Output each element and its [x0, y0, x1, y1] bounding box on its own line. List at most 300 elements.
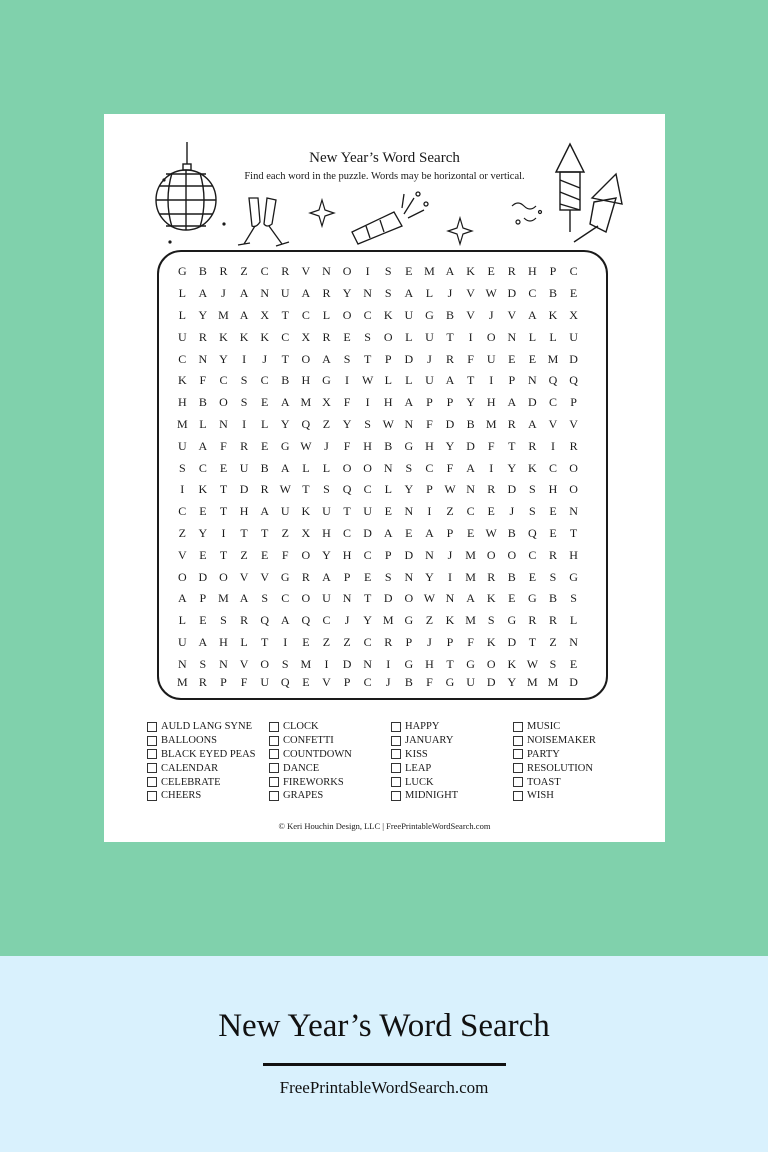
grid-letter[interactable]: R: [322, 329, 331, 344]
grid-letter[interactable]: K: [486, 634, 496, 649]
grid-letter[interactable]: W: [279, 482, 291, 497]
grid-letter[interactable]: M: [547, 351, 559, 366]
grid-letter[interactable]: D: [342, 656, 352, 671]
grid-letter[interactable]: M: [465, 569, 476, 584]
grid-letter[interactable]: U: [404, 307, 414, 322]
grid-letter[interactable]: M: [300, 395, 312, 410]
grid-letter[interactable]: U: [280, 504, 290, 519]
grid-letter[interactable]: R: [301, 569, 310, 584]
grid-letter[interactable]: P: [343, 569, 351, 584]
grid-letter[interactable]: R: [487, 569, 496, 584]
grid-letter[interactable]: U: [177, 438, 187, 453]
grid-letter[interactable]: C: [363, 634, 372, 649]
grid-letter[interactable]: H: [219, 634, 228, 649]
grid-letter[interactable]: F: [220, 438, 227, 453]
grid-letter[interactable]: B: [466, 416, 475, 431]
grid-letter[interactable]: G: [280, 569, 290, 584]
grid-letter[interactable]: R: [548, 547, 557, 562]
grid-letter[interactable]: M: [547, 675, 559, 690]
grid-letter[interactable]: O: [342, 307, 352, 322]
grid-letter[interactable]: S: [364, 329, 371, 344]
grid-letter[interactable]: D: [198, 569, 208, 584]
grid-letter[interactable]: I: [324, 656, 329, 671]
grid-letter[interactable]: V: [507, 307, 517, 322]
grid-letter[interactable]: N: [404, 504, 414, 519]
grid-letter[interactable]: G: [569, 569, 578, 584]
grid-letter[interactable]: H: [363, 438, 372, 453]
grid-letter[interactable]: V: [548, 416, 558, 431]
grid-letter[interactable]: M: [382, 613, 394, 628]
grid-letter[interactable]: H: [322, 525, 331, 540]
grid-letter[interactable]: H: [239, 504, 249, 519]
grid-letter[interactable]: F: [446, 460, 454, 475]
grid-letter[interactable]: S: [549, 569, 557, 584]
grid-letter[interactable]: I: [283, 634, 288, 649]
grid-letter[interactable]: O: [301, 591, 311, 606]
grid-letter[interactable]: A: [425, 525, 434, 540]
checkbox-icon[interactable]: [391, 763, 401, 773]
grid-letter[interactable]: P: [384, 351, 392, 366]
grid-letter[interactable]: D: [507, 286, 517, 301]
grid-letter[interactable]: V: [260, 569, 269, 584]
grid-letter[interactable]: W: [300, 438, 312, 453]
grid-letter[interactable]: E: [528, 351, 537, 366]
grid-letter[interactable]: I: [345, 373, 350, 388]
word-item[interactable]: LUCK: [391, 775, 513, 789]
grid-letter[interactable]: F: [199, 373, 207, 388]
grid-letter[interactable]: S: [384, 264, 392, 279]
grid-letter[interactable]: A: [177, 591, 187, 606]
grid-letter[interactable]: M: [485, 416, 497, 431]
grid-letter[interactable]: Y: [198, 525, 208, 540]
grid-letter[interactable]: E: [508, 591, 516, 606]
grid-letter[interactable]: M: [465, 547, 476, 562]
grid-letter[interactable]: N: [198, 351, 208, 366]
grid-letter[interactable]: C: [260, 373, 269, 388]
grid-letter[interactable]: B: [404, 675, 413, 690]
grid-letter[interactable]: I: [468, 329, 473, 344]
grid-letter[interactable]: R: [322, 286, 331, 301]
word-item[interactable]: AULD LANG SYNE: [147, 720, 269, 734]
grid-letter[interactable]: Y: [425, 569, 434, 584]
grid-letter[interactable]: R: [528, 613, 537, 628]
grid-letter[interactable]: E: [569, 656, 578, 671]
grid-letter[interactable]: X: [260, 307, 269, 322]
grid-letter[interactable]: W: [382, 416, 394, 431]
grid-letter[interactable]: E: [405, 264, 413, 279]
grid-letter[interactable]: N: [507, 329, 517, 344]
grid-letter[interactable]: F: [240, 675, 248, 690]
grid-letter[interactable]: J: [447, 547, 453, 562]
grid-letter[interactable]: W: [485, 525, 497, 540]
grid-letter[interactable]: A: [280, 395, 290, 410]
grid-letter[interactable]: T: [261, 634, 269, 649]
grid-letter[interactable]: A: [466, 460, 475, 475]
grid-letter[interactable]: Z: [322, 634, 331, 649]
grid-letter[interactable]: G: [280, 438, 290, 453]
grid-letter[interactable]: D: [528, 395, 537, 410]
grid-letter[interactable]: D: [363, 525, 372, 540]
grid-letter[interactable]: Z: [240, 547, 248, 562]
grid-letter[interactable]: N: [569, 634, 578, 649]
grid-letter[interactable]: S: [364, 416, 371, 431]
checkbox-icon[interactable]: [391, 736, 401, 746]
grid-letter[interactable]: O: [404, 591, 414, 606]
grid-letter[interactable]: D: [486, 675, 496, 690]
grid-letter[interactable]: M: [527, 675, 538, 690]
grid-letter[interactable]: K: [198, 482, 208, 497]
word-item[interactable]: TOAST: [513, 775, 635, 789]
grid-letter[interactable]: K: [486, 591, 496, 606]
grid-letter[interactable]: D: [445, 416, 455, 431]
grid-letter[interactable]: H: [301, 373, 311, 388]
grid-letter[interactable]: A: [383, 525, 393, 540]
grid-letter[interactable]: L: [569, 613, 578, 628]
grid-letter[interactable]: H: [569, 547, 578, 562]
grid-letter[interactable]: G: [528, 591, 537, 606]
grid-letter[interactable]: B: [548, 591, 557, 606]
grid-letter[interactable]: B: [446, 307, 455, 322]
grid-letter[interactable]: R: [446, 351, 455, 366]
grid-letter[interactable]: E: [261, 438, 269, 453]
grid-letter[interactable]: I: [180, 482, 185, 497]
grid-letter[interactable]: S: [240, 395, 248, 410]
grid-letter[interactable]: S: [384, 286, 392, 301]
checkbox-icon[interactable]: [147, 763, 157, 773]
grid-letter[interactable]: T: [281, 351, 289, 366]
grid-letter[interactable]: N: [219, 416, 228, 431]
grid-letter[interactable]: S: [343, 351, 351, 366]
grid-letter[interactable]: E: [199, 547, 207, 562]
grid-letter[interactable]: T: [363, 591, 372, 606]
grid-letter[interactable]: N: [425, 547, 434, 562]
grid-letter[interactable]: L: [528, 329, 537, 344]
grid-letter[interactable]: I: [365, 395, 370, 410]
grid-letter[interactable]: A: [239, 591, 249, 606]
grid-letter[interactable]: B: [507, 525, 516, 540]
grid-letter[interactable]: E: [508, 351, 516, 366]
grid-letter[interactable]: T: [219, 504, 228, 519]
word-item[interactable]: MUSIC: [513, 720, 635, 734]
grid-letter[interactable]: I: [489, 460, 494, 475]
word-item[interactable]: CHEERS: [147, 789, 269, 803]
grid-letter[interactable]: V: [322, 675, 331, 690]
grid-letter[interactable]: N: [177, 656, 187, 671]
checkbox-icon[interactable]: [147, 749, 157, 759]
grid-letter[interactable]: E: [219, 460, 228, 475]
grid-letter[interactable]: R: [507, 416, 516, 431]
grid-letter[interactable]: Q: [569, 373, 578, 388]
word-item[interactable]: HAPPY: [391, 720, 513, 734]
grid-letter[interactable]: C: [178, 351, 187, 366]
grid-letter[interactable]: Q: [548, 373, 558, 388]
grid-letter[interactable]: U: [569, 329, 578, 344]
grid-letter[interactable]: G: [445, 675, 455, 690]
checkbox-icon[interactable]: [269, 791, 279, 801]
grid-letter[interactable]: A: [445, 264, 455, 279]
grid-letter[interactable]: E: [363, 569, 372, 584]
grid-letter[interactable]: D: [569, 351, 578, 366]
grid-letter[interactable]: H: [425, 656, 434, 671]
grid-letter[interactable]: B: [384, 438, 393, 453]
grid-letter[interactable]: C: [548, 460, 557, 475]
grid-letter[interactable]: T: [302, 482, 310, 497]
word-item[interactable]: KISS: [391, 748, 513, 762]
grid-letter[interactable]: N: [528, 373, 537, 388]
grid-letter[interactable]: U: [466, 675, 475, 690]
grid-letter[interactable]: M: [218, 307, 229, 322]
grid-letter[interactable]: C: [466, 504, 475, 519]
grid-letter[interactable]: E: [384, 504, 392, 519]
grid-letter[interactable]: E: [549, 504, 557, 519]
grid-letter[interactable]: O: [486, 329, 496, 344]
grid-letter[interactable]: E: [466, 525, 475, 540]
grid-letter[interactable]: F: [426, 675, 433, 690]
grid-letter[interactable]: P: [199, 591, 207, 606]
grid-letter[interactable]: G: [507, 613, 517, 628]
grid-letter[interactable]: H: [383, 395, 393, 410]
grid-letter[interactable]: T: [446, 329, 454, 344]
grid-letter[interactable]: A: [198, 286, 208, 301]
grid-letter[interactable]: P: [220, 675, 227, 690]
grid-letter[interactable]: A: [198, 634, 208, 649]
grid-letter[interactable]: L: [240, 634, 248, 649]
grid-letter[interactable]: L: [549, 329, 557, 344]
grid-letter[interactable]: S: [384, 569, 392, 584]
grid-letter[interactable]: A: [466, 591, 475, 606]
grid-letter[interactable]: P: [446, 634, 454, 649]
grid-letter[interactable]: P: [405, 634, 413, 649]
grid-letter[interactable]: N: [363, 656, 372, 671]
grid-letter[interactable]: F: [467, 351, 474, 366]
grid-letter[interactable]: T: [343, 504, 351, 519]
grid-letter[interactable]: W: [423, 591, 436, 606]
grid-letter[interactable]: I: [242, 351, 247, 366]
grid-letter[interactable]: Y: [219, 351, 228, 366]
grid-letter[interactable]: G: [404, 613, 414, 628]
grid-letter[interactable]: J: [385, 675, 391, 690]
grid-letter[interactable]: C: [322, 613, 331, 628]
grid-letter[interactable]: A: [239, 286, 249, 301]
grid-letter[interactable]: S: [261, 591, 269, 606]
checkbox-icon[interactable]: [269, 736, 279, 746]
grid-letter[interactable]: Z: [281, 525, 289, 540]
grid-letter[interactable]: I: [427, 504, 432, 519]
grid-letter[interactable]: K: [548, 307, 558, 322]
grid-letter[interactable]: Q: [342, 482, 352, 497]
grid-letter[interactable]: Q: [528, 525, 537, 540]
grid-letter[interactable]: O: [507, 547, 517, 562]
checkbox-icon[interactable]: [391, 722, 401, 732]
grid-letter[interactable]: H: [425, 438, 434, 453]
grid-letter[interactable]: V: [177, 547, 187, 562]
grid-letter[interactable]: U: [177, 329, 187, 344]
grid-letter[interactable]: R: [548, 613, 557, 628]
grid-letter[interactable]: P: [446, 525, 454, 540]
grid-letter[interactable]: T: [219, 547, 228, 562]
grid-letter[interactable]: Q: [260, 613, 269, 628]
grid-letter[interactable]: A: [322, 351, 331, 366]
grid-letter[interactable]: P: [446, 395, 454, 410]
grid-letter[interactable]: E: [199, 504, 207, 519]
grid-letter[interactable]: S: [570, 591, 577, 606]
grid-letter[interactable]: L: [199, 416, 207, 431]
grid-letter[interactable]: J: [427, 351, 432, 366]
grid-letter[interactable]: E: [569, 286, 578, 301]
grid-letter[interactable]: J: [509, 504, 515, 519]
grid-letter[interactable]: S: [240, 373, 248, 388]
grid-letter[interactable]: F: [343, 438, 351, 453]
grid-letter[interactable]: C: [281, 329, 290, 344]
grid-letter[interactable]: A: [322, 569, 331, 584]
word-item[interactable]: CONFETTI: [269, 734, 391, 748]
grid-letter[interactable]: P: [570, 395, 577, 410]
grid-letter[interactable]: K: [507, 656, 517, 671]
grid-letter[interactable]: J: [447, 286, 453, 301]
grid-letter[interactable]: K: [383, 307, 393, 322]
grid-letter[interactable]: G: [177, 264, 187, 279]
grid-letter[interactable]: G: [425, 307, 434, 322]
grid-letter[interactable]: A: [528, 416, 537, 431]
grid-letter[interactable]: J: [324, 438, 329, 453]
grid-letter[interactable]: A: [507, 395, 517, 410]
checkbox-icon[interactable]: [513, 777, 523, 787]
grid-letter[interactable]: R: [507, 264, 516, 279]
grid-letter[interactable]: I: [242, 416, 247, 431]
checkbox-icon[interactable]: [391, 749, 401, 759]
grid-letter[interactable]: E: [405, 525, 413, 540]
checkbox-icon[interactable]: [513, 736, 523, 746]
grid-letter[interactable]: O: [219, 395, 228, 410]
grid-letter[interactable]: L: [178, 613, 186, 628]
grid-letter[interactable]: V: [466, 286, 475, 301]
grid-letter[interactable]: C: [301, 307, 310, 322]
grid-letter[interactable]: P: [508, 373, 516, 388]
grid-letter[interactable]: T: [569, 525, 578, 540]
grid-letter[interactable]: K: [219, 329, 228, 344]
grid-letter[interactable]: Z: [425, 613, 434, 628]
grid-letter[interactable]: L: [302, 460, 310, 475]
grid-letter[interactable]: P: [343, 675, 351, 690]
grid-letter[interactable]: U: [239, 460, 249, 475]
grid-letter[interactable]: I: [221, 525, 226, 540]
grid-letter[interactable]: V: [569, 416, 578, 431]
grid-letter[interactable]: J: [344, 613, 350, 628]
grid-letter[interactable]: N: [569, 504, 578, 519]
grid-letter[interactable]: G: [404, 438, 414, 453]
grid-letter[interactable]: H: [548, 482, 558, 497]
word-item[interactable]: CELEBRATE: [147, 775, 269, 789]
grid-letter[interactable]: E: [261, 547, 269, 562]
checkbox-icon[interactable]: [147, 791, 157, 801]
grid-letter[interactable]: N: [322, 264, 331, 279]
grid-letter[interactable]: D: [507, 634, 517, 649]
grid-letter[interactable]: F: [467, 634, 474, 649]
grid-letter[interactable]: R: [384, 634, 393, 649]
grid-letter[interactable]: K: [239, 329, 249, 344]
grid-letter[interactable]: Y: [280, 416, 290, 431]
grid-letter[interactable]: T: [528, 634, 537, 649]
grid-letter[interactable]: R: [198, 329, 207, 344]
grid-letter[interactable]: N: [404, 569, 414, 584]
word-item[interactable]: CLOCK: [269, 720, 391, 734]
grid-letter[interactable]: S: [199, 656, 207, 671]
grid-letter[interactable]: L: [178, 286, 186, 301]
grid-letter[interactable]: U: [425, 373, 434, 388]
grid-letter[interactable]: D: [239, 482, 249, 497]
grid-letter[interactable]: Q: [280, 675, 290, 690]
grid-letter[interactable]: N: [404, 416, 414, 431]
grid-letter[interactable]: W: [361, 373, 374, 388]
grid-letter[interactable]: R: [528, 438, 537, 453]
checkbox-icon[interactable]: [513, 763, 523, 773]
grid-letter[interactable]: O: [486, 656, 496, 671]
grid-letter[interactable]: Z: [240, 264, 248, 279]
grid-letter[interactable]: D: [569, 675, 578, 690]
checkbox-icon[interactable]: [391, 777, 401, 787]
grid-letter[interactable]: B: [281, 373, 290, 388]
grid-letter[interactable]: F: [343, 395, 351, 410]
checkbox-icon[interactable]: [391, 791, 401, 801]
grid-letter[interactable]: Y: [466, 395, 475, 410]
grid-letter[interactable]: N: [383, 460, 393, 475]
grid-letter[interactable]: B: [198, 395, 207, 410]
grid-letter[interactable]: N: [219, 656, 228, 671]
grid-letter[interactable]: V: [301, 264, 311, 279]
grid-letter[interactable]: T: [363, 351, 372, 366]
grid-letter[interactable]: P: [426, 482, 433, 497]
grid-letter[interactable]: Z: [446, 504, 454, 519]
grid-letter[interactable]: S: [529, 482, 536, 497]
grid-letter[interactable]: A: [528, 307, 537, 322]
grid-letter[interactable]: V: [239, 656, 249, 671]
grid-letter[interactable]: B: [507, 569, 516, 584]
grid-letter[interactable]: C: [363, 482, 372, 497]
grid-letter[interactable]: D: [507, 482, 517, 497]
grid-letter[interactable]: E: [528, 569, 537, 584]
grid-letter[interactable]: T: [281, 307, 289, 322]
checkbox-icon[interactable]: [269, 749, 279, 759]
word-item[interactable]: CALENDAR: [147, 761, 269, 775]
grid-letter[interactable]: H: [177, 395, 187, 410]
grid-letter[interactable]: Y: [198, 307, 208, 322]
grid-letter[interactable]: R: [569, 438, 578, 453]
grid-letter[interactable]: C: [219, 373, 228, 388]
word-item[interactable]: WISH: [513, 789, 635, 803]
grid-letter[interactable]: O: [219, 569, 228, 584]
grid-letter[interactable]: M: [176, 416, 188, 431]
grid-letter[interactable]: C: [363, 307, 372, 322]
grid-letter[interactable]: V: [466, 307, 475, 322]
grid-letter[interactable]: I: [386, 656, 391, 671]
grid-letter[interactable]: F: [281, 547, 289, 562]
grid-letter[interactable]: S: [323, 482, 330, 497]
grid-letter[interactable]: O: [569, 482, 578, 497]
grid-letter[interactable]: B: [198, 264, 207, 279]
grid-letter[interactable]: A: [239, 307, 249, 322]
grid-letter[interactable]: A: [260, 504, 269, 519]
grid-letter[interactable]: Q: [301, 416, 311, 431]
grid-letter[interactable]: T: [446, 656, 454, 671]
grid-letter[interactable]: W: [444, 482, 456, 497]
grid-letter[interactable]: C: [569, 264, 578, 279]
grid-letter[interactable]: I: [550, 438, 555, 453]
grid-letter[interactable]: R: [281, 264, 290, 279]
grid-letter[interactable]: N: [342, 591, 352, 606]
grid-letter[interactable]: L: [405, 373, 413, 388]
grid-letter[interactable]: N: [260, 286, 269, 301]
word-item[interactable]: FIREWORKS: [269, 775, 391, 789]
